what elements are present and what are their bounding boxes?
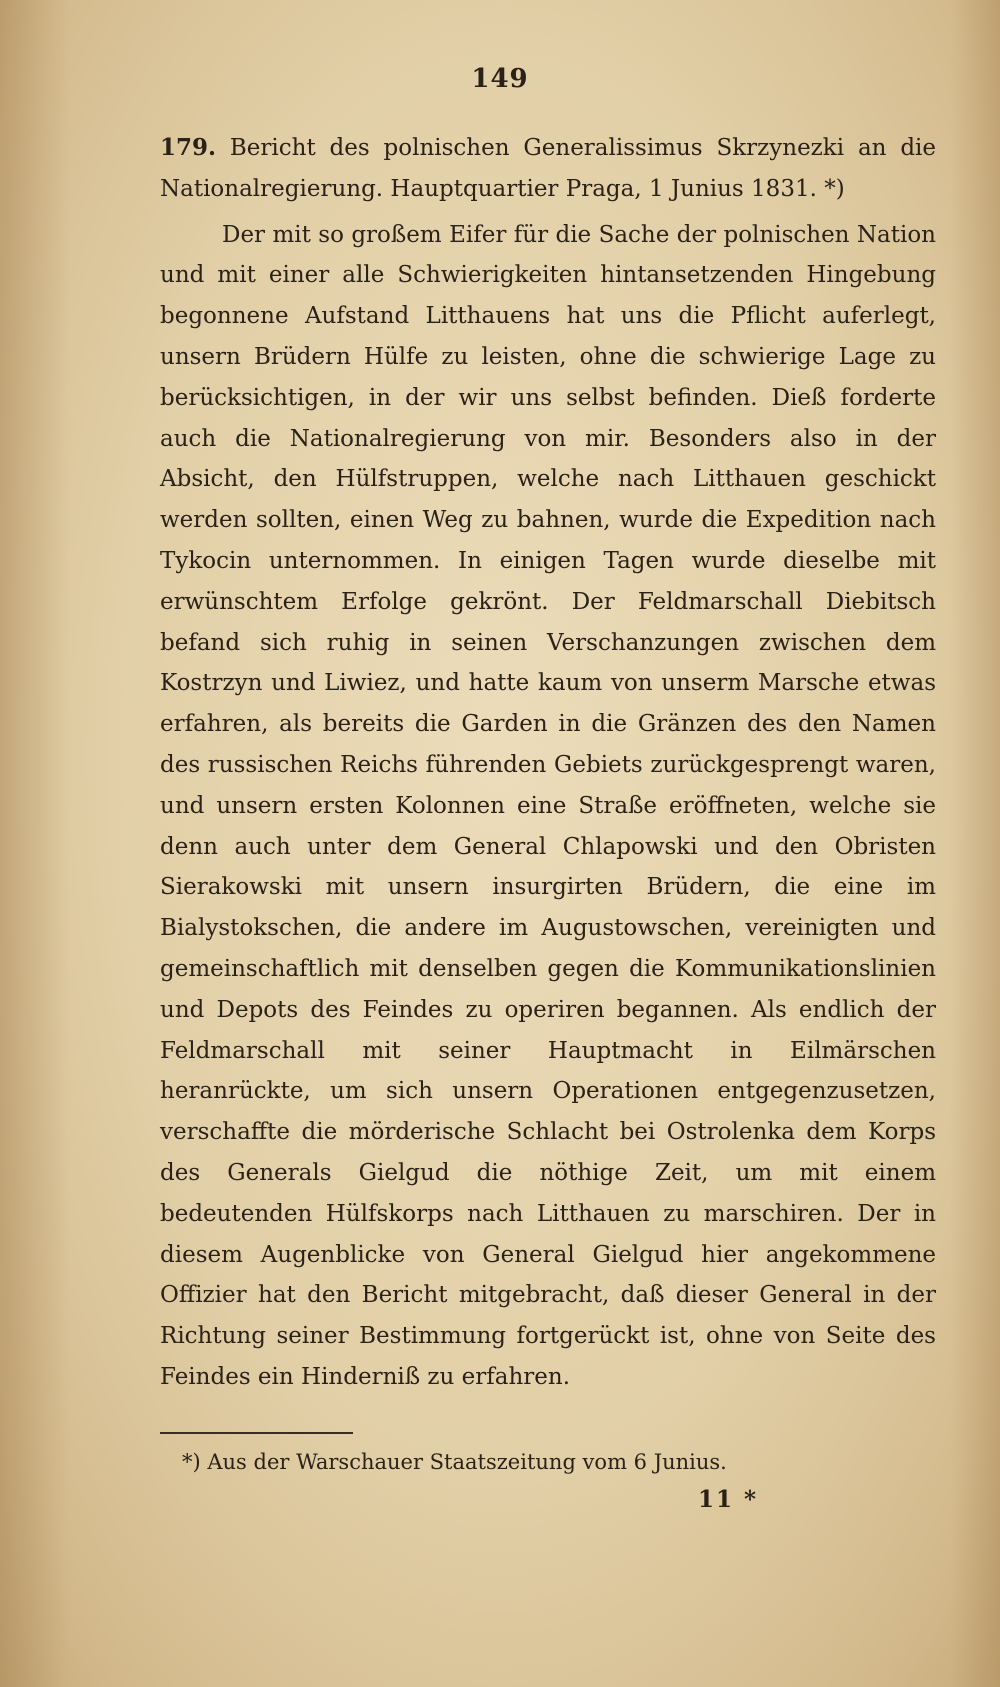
signature-mark: 11 * xyxy=(698,1486,759,1513)
footnote-rule xyxy=(160,1432,353,1434)
footnote: *) Aus der Warschauer Staatszeitung vom 6 Junius. xyxy=(182,1450,727,1474)
page-edge-shadow-left xyxy=(0,0,70,1687)
page-number: 149 xyxy=(471,64,529,94)
main-text xyxy=(160,128,936,1398)
body-paragraph: Der mit so großem Eifer für die Sache der polnischen Nation und mit einer alle Schwierigkeiten hintansetzenden Hingebung begonnene Aufstand Litthauens hat uns die Pflicht auferlegt, unsern Brüdern Hülfe zu leisten, ohne die schwierige Lage zu berücksichtigen, in der wir uns selbst befinden. Dieß forderte auch die Nationalregierung von mir. Besonders also in der Absicht, den Hülfstruppen, welche nach Litthauen geschickt werden sollten, einen Weg zu bahnen, wurde die Expedition nach Tykocin unternommen. In einigen Tagen wurde dieselbe mit erwünschtem Erfolge gekrönt. Der Feldmarschall Diebitsch befand sich ruhig in seinen Verschanzungen zwischen dem Kostrzyn und Liwiez, und hatte kaum von unserm Marsche etwas erfahren, als bereits die Garden in die Gränzen des den Namen des russischen Reichs führenden Gebiets zurückgesprengt waren, und unsern ersten Kolonnen eine Straße eröffneten, welche sie denn auch unter dem General Chlapowski und den Obristen Sierakowski mit unsern insurgirten Brüdern, die eine im Bialystokschen, die andere im Augustowschen, vereinigten und gemeinschaftlich mit denselben gegen die Kommunikationslinien und Depots des Feindes zu operiren begannen. Als endlich der Feldmarschall mit seiner Hauptmacht in Eilmärschen heranrückte, um sich unsern Operationen entgegenzusetzen, verschaffte die mörderische Schlacht bei Ostrolenka dem Korps des Generals Gielgud die nöthige Zeit, um mit einem bedeutenden Hülfskorps nach Litthauen zu marschiren. Der in diesem Augenblicke von General Gielgud hier angekommene Offizier hat den Bericht mitgebracht, daß dieser General in der Richtung seiner Bestimmung fortgerückt ist, ohne von Seite des Feindes ein Hinderniß zu erfahren. xyxy=(160,221,936,1390)
document-number: 179. xyxy=(160,134,217,161)
document-heading xyxy=(160,128,936,210)
document-title: Bericht des polnischen Generalissimus Skrzynezki an die Nationalregierung. Hauptquartier Praga, 1 Junius 1831. *) xyxy=(160,135,937,202)
page-edge-shadow-right xyxy=(950,0,1000,1687)
